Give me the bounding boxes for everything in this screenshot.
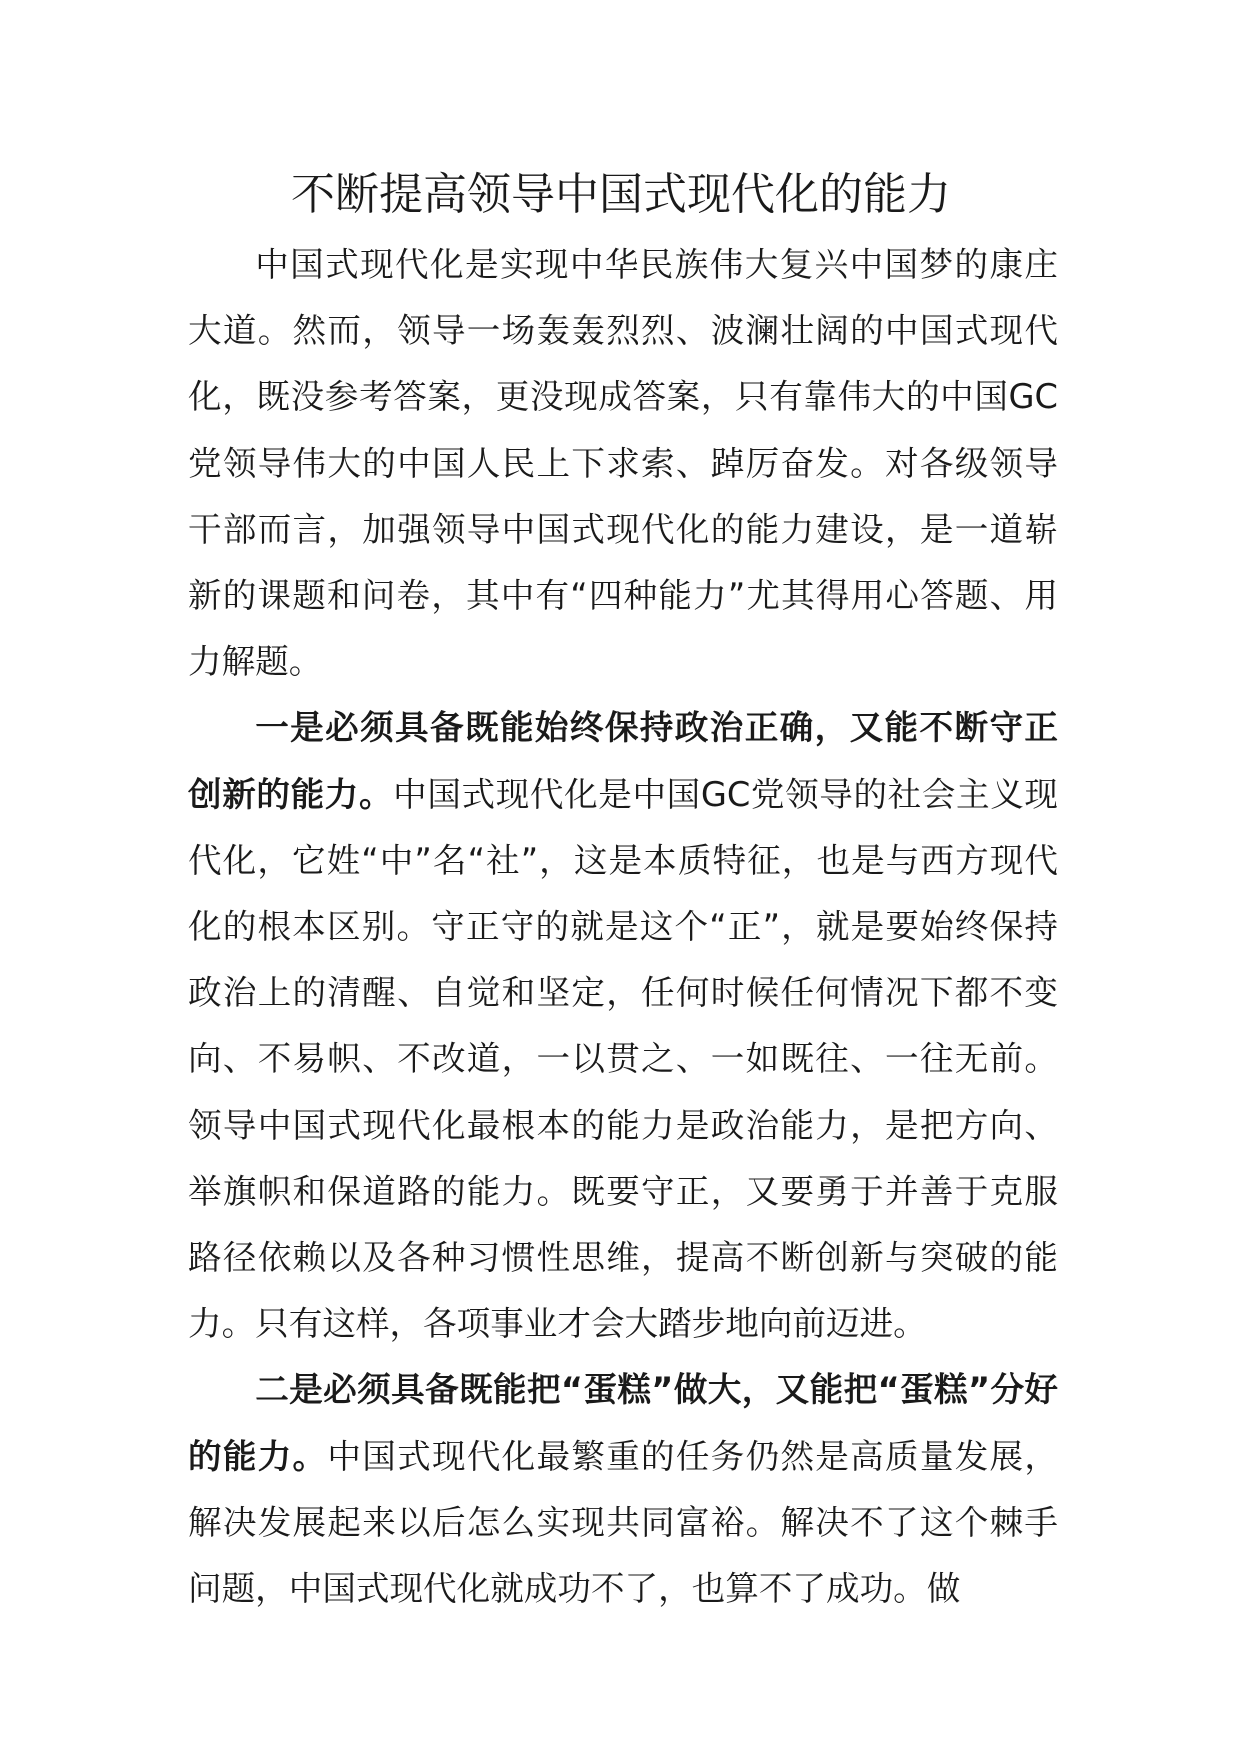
document-title: 不断提高领导中国式现代化的能力 [291, 169, 951, 220]
document-body [188, 232, 1058, 1622]
paragraph-intro [188, 232, 1058, 695]
paragraph-lead-heading: 一是必须具备既能始终保持政治正确，又能不断守正创新的能力。 [188, 708, 1058, 814]
paragraph-text: 中国式现代化最繁重的任务仍然是高质量发展，解决发展起来以后怎么实现共同富裕。解决不了这个棘手问题，中国式现代化就成功不了，也算不了成功。做 [188, 1436, 1058, 1609]
paragraph-lead-heading: 二是必须具备既能把“蛋糕”做大，又能把“蛋糕”分好的能力。 [188, 1370, 1058, 1476]
paragraph-text: 中国式现代化是实现中华民族伟大复兴中国梦的康庄大道。然而，领导一场轰轰烈烈、波澜壮阔的中国式现代化，既没参考答案，更没现成答案，只有靠伟大的中国GC党领导伟大的中国人民上下求索、踔厉奋发。对各级领导干部而言，加强领导中国式现代化的能力建设，是一道崭新的课题和问卷，其中有“四种能力”尤其得用心答题、用力解题。 [188, 245, 1058, 682]
paragraph-point-two [188, 1357, 1058, 1622]
paragraph-point-one [188, 695, 1058, 1357]
paragraph-text: 中国式现代化是中国GC党领导的社会主义现代化，它姓“中”名“社”，这是本质特征，也是与西方现代化的根本区别。守正守的就是这个“正”，就是要始终保持政治上的清醒、自觉和坚定，任何时候任何情况下都不变向、不易帜、不改道，一以贯之、一如既往、一往无前。领导中国式现代化最根本的能力是政治能力，是把方向、举旗帜和保道路的能力。既要守正，又要勇于并善于克服路径依赖以及各种习惯性思维，提高不断创新与突破的能力。只有这样，各项事业才会大踏步地向前迈进。 [188, 774, 1058, 1344]
